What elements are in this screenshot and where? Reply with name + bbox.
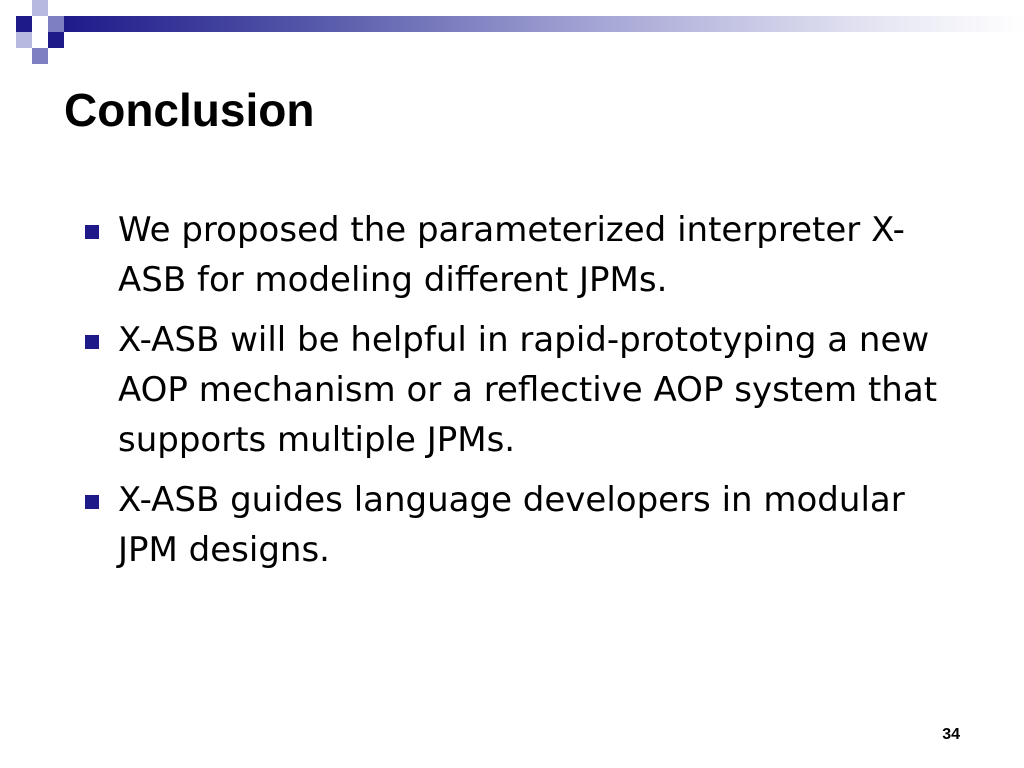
bullet-item [80,205,970,305]
bullet-item [80,475,970,575]
bullet-text: X-ASB guides language developers in modular JPM designs. [118,480,905,570]
bullet-text: X-ASB will be helpful in rapid-prototyping a new AOP mechanism or a reflective AOP system that supports multiple JPMs. [118,320,938,460]
deco-square [32,48,48,64]
header-gradient-bar [64,16,1024,32]
deco-square [48,16,64,32]
deco-square [32,0,48,16]
page-number: 34 [942,726,960,743]
square-bullet-icon [85,495,99,509]
deco-square [48,32,64,48]
square-bullet-icon [85,225,99,239]
deco-square [16,32,32,48]
deco-square [16,16,32,32]
bullet-list [80,205,970,585]
square-bullet-icon [85,335,99,349]
bullet-item [80,315,970,465]
bullet-text: We proposed the parameterized interpreter X-ASB for modeling different JPMs. [118,210,905,300]
slide-title: Conclusion [64,84,315,136]
